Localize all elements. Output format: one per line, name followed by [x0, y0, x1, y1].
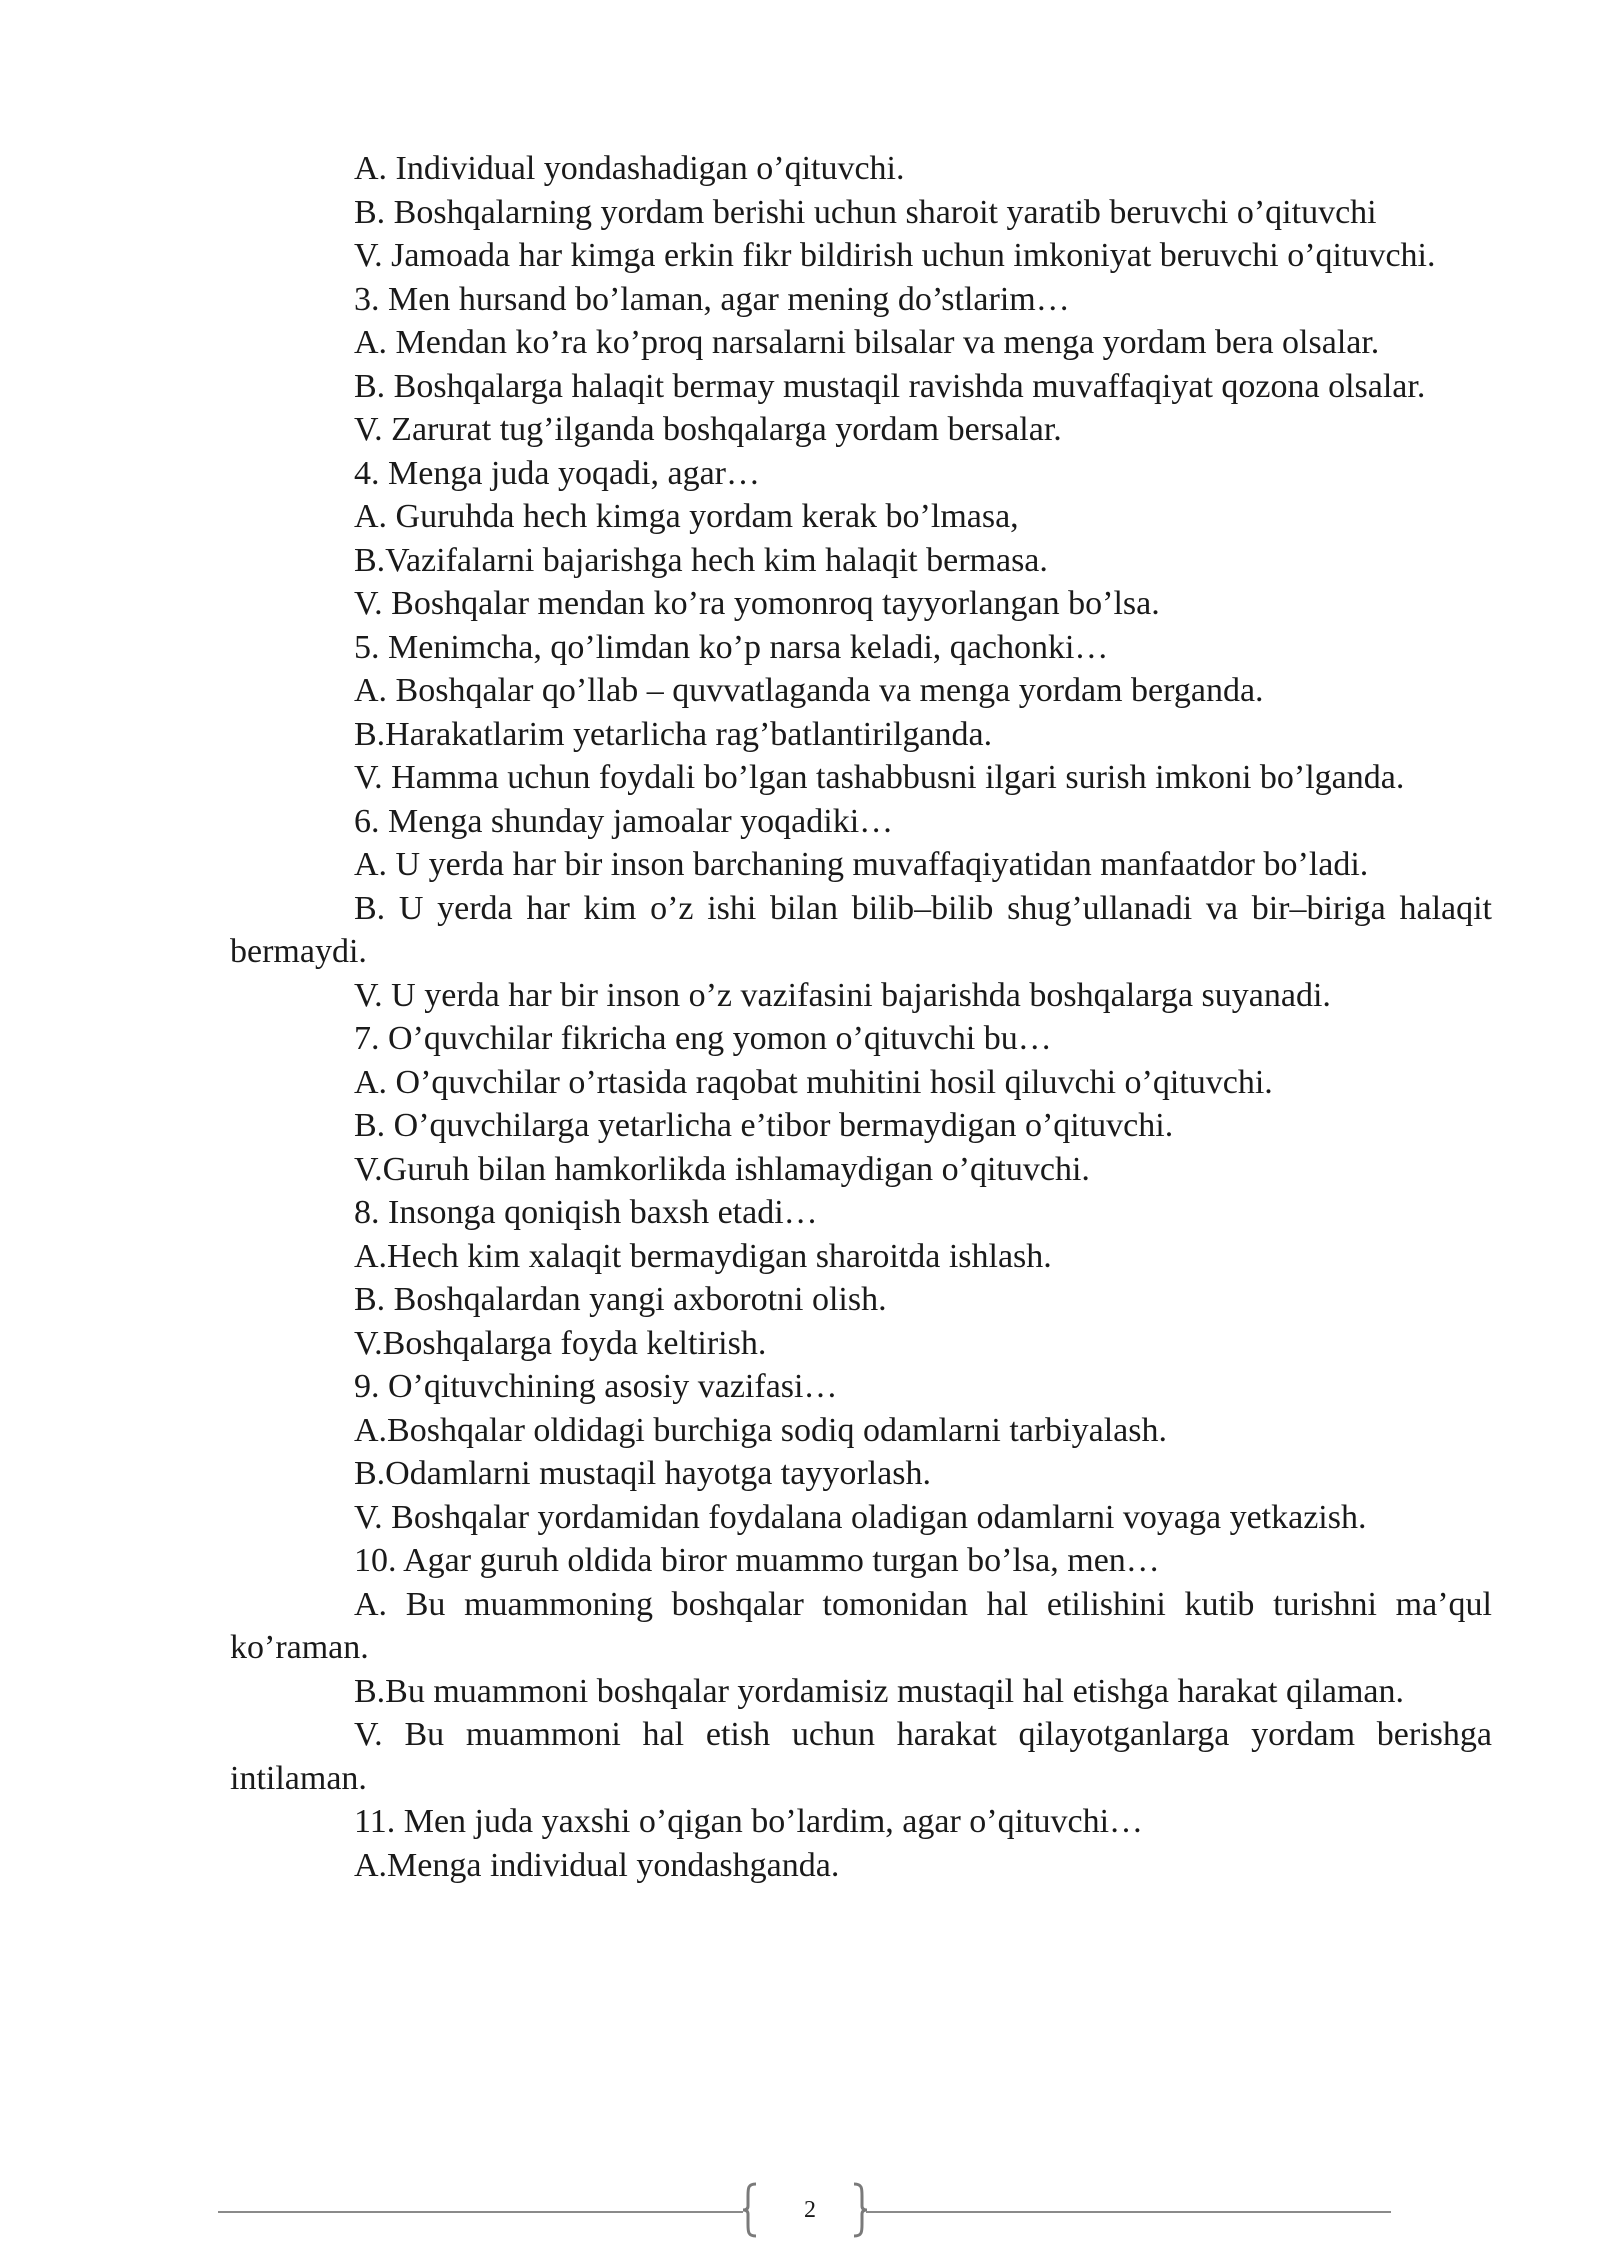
paragraph: A. Bu muammoning boshqalar tomonidan hal etilishini kutib turishni ma’qul ko’raman. [230, 1585, 1492, 1666]
paragraph: B.Odamlarni mustaqil hayotga tayyorlash. [354, 1455, 931, 1492]
paragraph: A.Hech kim xalaqit bermaydigan sharoitda ishlash. [354, 1237, 1052, 1275]
paragraph: 7. O’quvchilar fikricha eng yomon o’qituvchi bu… [354, 1020, 1052, 1057]
paragraph: B. Boshqalarning yordam berishi uchun sharoit yaratib beruvchi o’qituvchi [354, 193, 1377, 231]
paragraph: A.Boshqalar oldidagi burchiga sodiq odamlarni tarbiyalash. [354, 1411, 1167, 1449]
paragraph: A.Menga individual yondashganda. [354, 1846, 840, 1884]
paragraph: 6. Menga shunday jamoalar yoqadiki… [354, 802, 894, 840]
paragraph: A. Boshqalar qo’llab – quvvatlaganda va menga yordam berganda. [354, 672, 1264, 709]
paragraph: V. Jamoada har kimga erkin fikr bildirish uchun imkoniyat beruvchi o’qituvchi. [354, 237, 1436, 274]
paragraph: A. Individual yondashadigan o’qituvchi. [354, 150, 905, 187]
paragraph: A. U yerda har bir inson barchaning muvaffaqiyatidan manfaatdor bo’ladi. [354, 846, 1369, 883]
footer-rule-left [218, 2211, 743, 2213]
paragraph: B. Boshqalardan yangi axborotni olish. [354, 1281, 887, 1318]
paragraph: 3. Men hursand bo’laman, agar mening do’stlarim… [354, 280, 1070, 318]
paragraph: V.Guruh bilan hamkorlikda ishlamaydigan o’qituvchi. [354, 1150, 1090, 1188]
paragraph: A. Mendan ko’ra ko’proq narsalarni bilsalar va menga yordam bera olsalar. [354, 324, 1380, 361]
paragraph: V. Bu muammoni hal etish uchun harakat qilayotganlarga yordam berishga intilaman. [230, 1716, 1492, 1797]
paragraph: 11. Men juda yaxshi o’qigan bo’lardim, agar o’qituvchi… [354, 1803, 1144, 1840]
paragraph: V. Hamma uchun foydali bo’lgan tashabbusni ilgari surish imkoni bo’lganda. [354, 759, 1405, 796]
paragraph: A. O’quvchilar o’rtasida raqobat muhitini hosil qiluvchi o’qituvchi. [354, 1063, 1273, 1101]
paragraph: 5. Menimcha, qo’limdan ko’p narsa keladi, qachonki… [354, 628, 1109, 666]
paragraph: V. U yerda har bir inson o’z vazifasini bajarishda boshqalarga suyanadi. [354, 976, 1331, 1014]
paragraph: 9. O’qituvchining asosiy vazifasi… [354, 1368, 838, 1405]
paragraph: 4. Menga juda yoqadi, agar… [354, 454, 760, 492]
paragraph: A. Guruhda hech kimga yordam kerak bo’lmasa, [354, 498, 1019, 535]
footer-rule-right [866, 2211, 1391, 2213]
paragraph: V. Boshqalar yordamidan foydalana oladigan odamlarni voyaga yetkazish. [354, 1498, 1367, 1536]
paragraph: V.Boshqalarga foyda keltirish. [354, 1324, 767, 1362]
left-brace-icon [740, 2180, 760, 2240]
page-number: 2 [804, 2197, 816, 2223]
paragraph: 8. Insonga qoniqish baxsh etadi… [354, 1194, 818, 1231]
paragraph: B. U yerda har kim o’z ishi bilan bilib–bilib shug’ullanadi va bir–biriga halaqit bermaydi. [230, 889, 1492, 970]
paragraph: B. Boshqalarga halaqit bermay mustaqil ravishda muvaffaqiyat qozona olsalar. [354, 367, 1426, 405]
document-body [230, 147, 1492, 1887]
right-brace-icon [850, 2180, 870, 2240]
paragraph: V. Zarurat tug’ilganda boshqalarga yordam bersalar. [354, 411, 1062, 448]
paragraph: B.Bu muammoni boshqalar yordamisiz mustaqil hal etishga harakat qilaman. [354, 1672, 1404, 1710]
paragraph: V. Boshqalar mendan ko’ra yomonroq tayyorlangan bo’lsa. [354, 585, 1160, 622]
page-footer [0, 2180, 1600, 2240]
paragraph: B.Vazifalarni bajarishga hech kim halaqit bermasa. [354, 541, 1048, 579]
paragraph: B.Harakatlarim yetarlicha rag’batlantirilganda. [354, 715, 993, 753]
paragraph: B. O’quvchilarga yetarlicha e’tibor bermaydigan o’qituvchi. [354, 1107, 1174, 1144]
paragraph: 10. Agar guruh oldida biror muammo turgan bo’lsa, men… [354, 1542, 1160, 1579]
